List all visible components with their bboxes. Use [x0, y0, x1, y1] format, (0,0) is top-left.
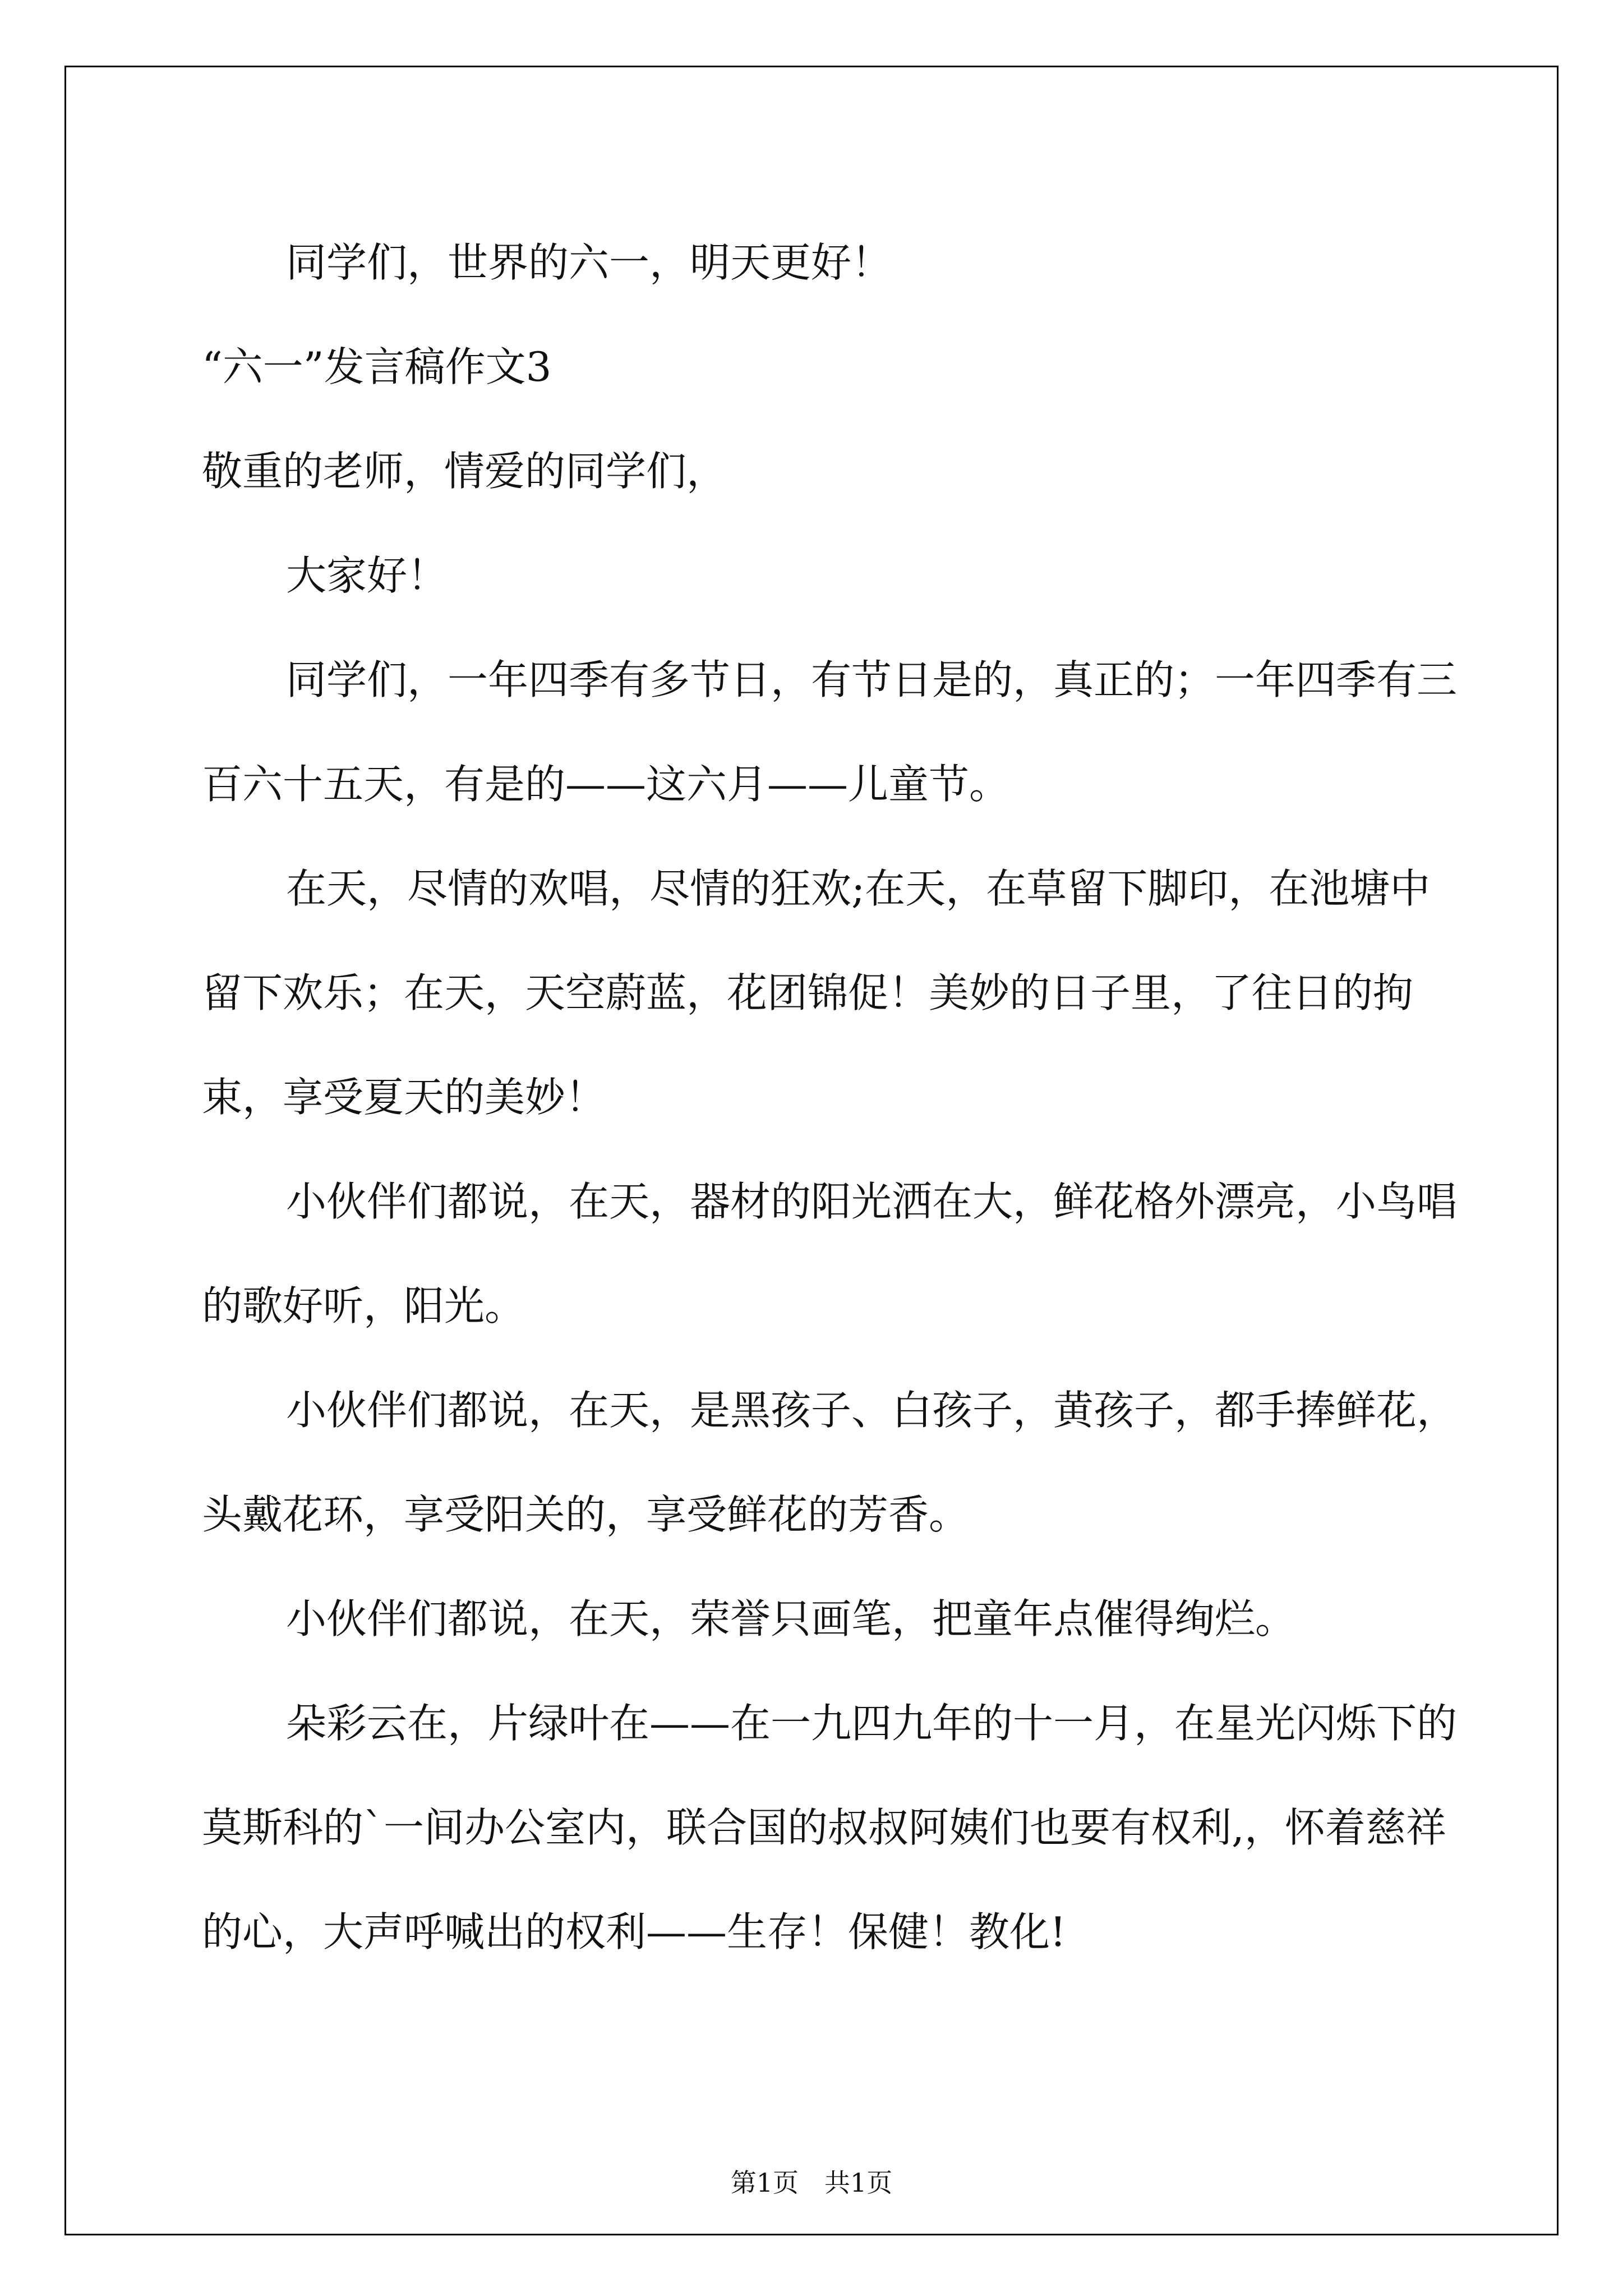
paragraph: 小伙伴们都说，在天，器材的阳光洒在大，鲜花格外漂亮，小鸟唱的歌好听，阳光。: [202, 1178, 1458, 1329]
paragraph: 同学们，一年四季有多节日，有节日是的，真正的；一年四季有三百六十五天，有是的——这六月——儿童节。: [202, 656, 1458, 808]
section-title: “六一”发言稿作文3: [202, 343, 552, 390]
paragraph: 朵彩云在，片绿叶在——在一九四九年的十一月，在星光闪烁下的莫斯科的`一间办公室内，联合国的叔叔阿姨们也要有权利,，怀着慈祥的心，大声呼喊出的权利——生存！保健！教化!: [202, 1700, 1458, 1955]
paragraph-closing: 同学们，世界的六一，明天更好！: [286, 239, 892, 286]
paragraph: 小伙伴们都说，在天，是黑孩子、白孩子，黄孩子，都手捧鲜花，头戴花环，享受阳关的，享受鲜花的芳香。: [202, 1387, 1458, 1538]
document-body: [202, 210, 1458, 1984]
greeting: 大家好！: [286, 552, 448, 599]
paragraph: 小伙伴们都说，在天，荣誉只画笔，把童年点催得绚烂。: [286, 1595, 1296, 1642]
paragraph: 在天，尽情的欢唱，尽情的狂欢;在天，在草留下脚印，在池塘中留下欢乐；在天，天空蔚蓝，花团锦促！美妙的日子里，了往日的拘束，享受夏天的美妙！: [202, 865, 1431, 1121]
page-number: 第1页 共1页: [730, 2168, 893, 2198]
salutation: 敬重的老师，情爱的同学们，: [202, 448, 727, 495]
